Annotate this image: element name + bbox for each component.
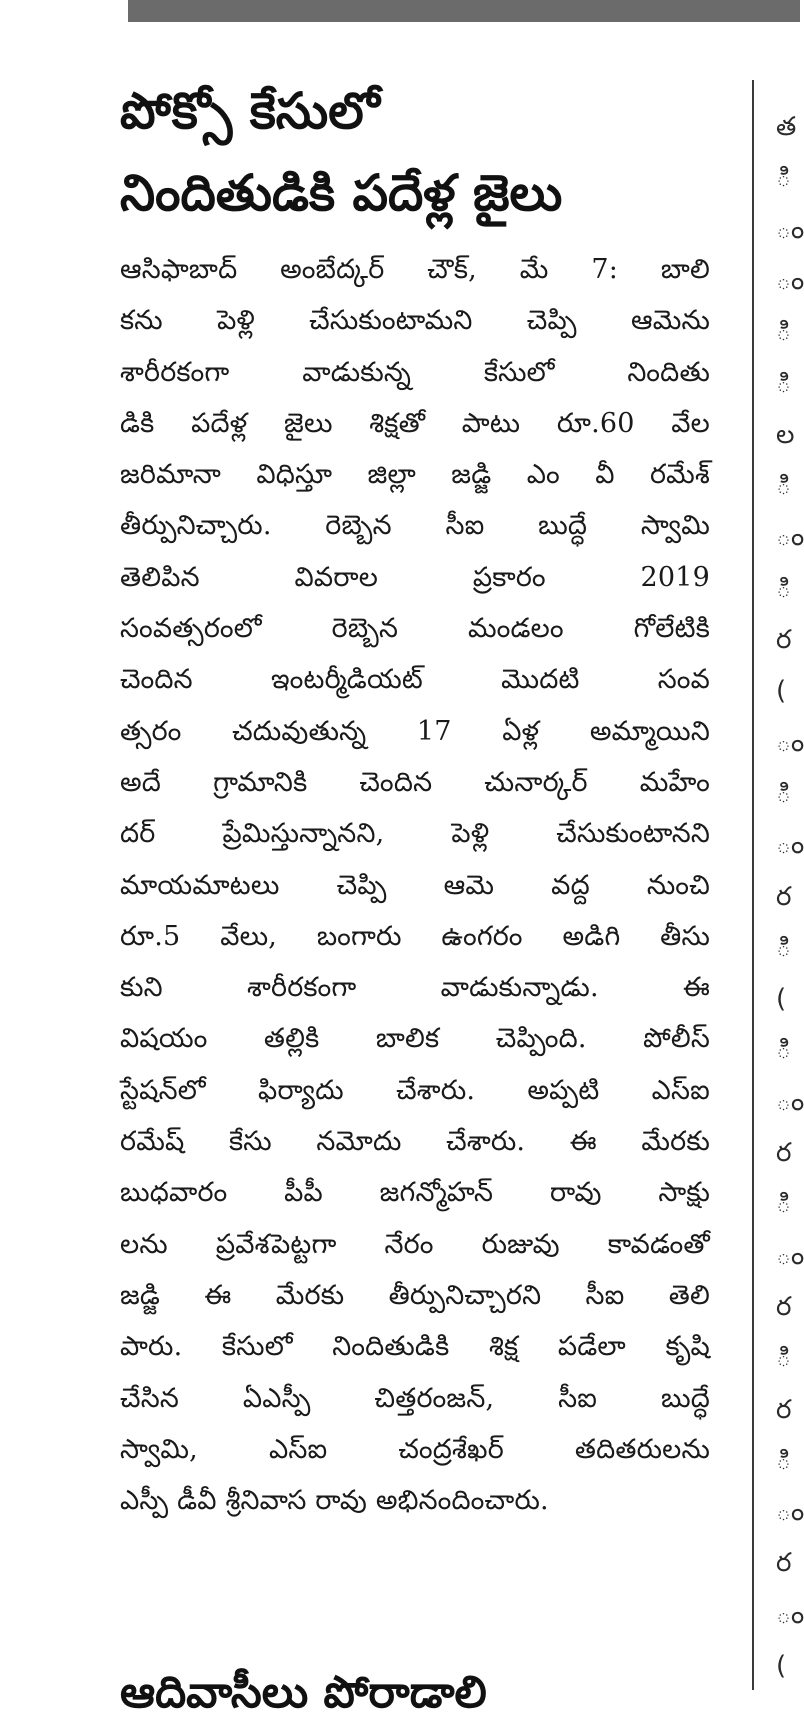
body-line: ఎస్పీ డీవీ శ్రీనివాస రావు అభినందించారు.	[120, 1485, 549, 1517]
adjacent-column-glyph: ి	[776, 1035, 792, 1066]
adjacent-column-glyph: ర	[776, 1394, 792, 1425]
news-article	[120, 70, 710, 1526]
body-line: విషయం తల్లికి బాలిక చెప్పింది. పోలీస్	[120, 1023, 710, 1055]
body-line: లను ప్రవేశపెట్టగా నేరం రుజువు కావడంతో	[120, 1228, 710, 1260]
body-line: బుధవారం పీపీ జగన్మోహన్ రావు సాక్షు	[120, 1177, 710, 1209]
adjacent-column-glyph: ం	[776, 522, 804, 553]
article-body	[120, 244, 710, 1526]
adjacent-column-glyph: ి	[776, 163, 792, 194]
article-headline	[120, 70, 710, 234]
adjacent-column-glyph: (	[776, 1651, 787, 1681]
body-line: రమేష్ కేసు నమోదు చేశారు. ఈ మేరకు	[120, 1126, 710, 1158]
headline-line-2: నిందితుడికి పదేళ్ల జైలు	[120, 164, 563, 222]
body-line: చేసిన ఏఎస్పీ చిత్తరంజన్, సీఐ బుద్ధే	[120, 1382, 710, 1414]
headline-line-1: పోక్సో కేసులో	[120, 82, 380, 140]
adjacent-column-glyph: ం	[776, 830, 804, 861]
adjacent-column-glyph: ం	[776, 265, 804, 296]
body-line: స్టేషన్‌లో ఫిర్యాదు చేశారు. అప్పటి ఎస్ఐ	[120, 1074, 710, 1106]
body-line: స్వామి, ఎస్ఐ చంద్రశేఖర్ తదితరులను	[120, 1433, 710, 1465]
column-divider	[752, 80, 754, 1690]
adjacent-column-glyph: ర	[776, 625, 792, 655]
next-article-headline	[120, 1655, 720, 1718]
body-line: జరిమానా విధిస్తూ జిల్లా జడ్జి ఎం వీ రమేశ్	[120, 459, 710, 491]
body-line: రూ.5 వేలు, బంగారు ఉంగరం అడిగి తీసు	[120, 920, 710, 952]
body-line: జడ్జి ఈ మేరకు తీర్పునిచ్చారని సీఐ తెలి	[120, 1279, 710, 1311]
adjacent-column-glyph: ర	[776, 1291, 792, 1322]
adjacent-column-glyph: ల	[776, 419, 795, 450]
adjacent-column-glyph: (	[776, 676, 787, 707]
adjacent-column-glyph: ి	[776, 317, 792, 348]
adjacent-column-cropped	[770, 0, 804, 1690]
adjacent-column-glyph: ి	[776, 573, 792, 604]
body-line: కుని శారీరకంగా వాడుకున్నాడు. ఈ	[120, 972, 710, 1004]
adjacent-column-glyph: ి	[776, 1189, 792, 1220]
body-line: పారు. కేసులో నిందితుడికి శిక్ష పడేలా కృషి	[120, 1331, 710, 1363]
adjacent-column-glyph: (	[776, 984, 787, 1015]
next-article-headline-text: ఆదివాసీలు పోరాడాలి	[120, 1667, 487, 1718]
adjacent-column-glyph: ం	[776, 1086, 804, 1117]
body-line: తెలిపిన వివరాల ప్రకారం 2019	[120, 561, 710, 593]
body-line: కను పెళ్లి చేసుకుంటామని చెప్పి ఆమెను	[120, 305, 710, 337]
body-line: అదే గ్రామానికి చెందిన చునార్కర్ మహేం	[120, 766, 710, 798]
adjacent-column-glyph: ం	[776, 1497, 804, 1528]
adjacent-column-glyph: ం	[776, 214, 804, 245]
adjacent-column-glyph: ర	[776, 881, 792, 912]
adjacent-column-glyph: ి	[776, 1445, 792, 1476]
adjacent-column-glyph: ం	[776, 1240, 804, 1271]
body-line: డికి పదేళ్ల జైలు శిక్షతో పాటు రూ.60 వేల	[120, 407, 710, 439]
body-line: శారీరకంగా వాడుకున్న కేసులో నిందితు	[120, 356, 710, 388]
body-line: సంవత్సరంలో రెబ్బెన మండలం గోలేటికి	[120, 613, 710, 645]
body-line: చెందిన ఇంటర్మీడియట్ మొదటి సంవ	[120, 664, 710, 696]
adjacent-column-glyph: ి	[776, 932, 792, 963]
adjacent-column-glyph: ి	[776, 1343, 792, 1374]
body-line: త్సరం చదువుతున్న 17 ఏళ్ల అమ్మాయిని	[120, 715, 710, 747]
adjacent-column-glyph: ర	[776, 1138, 792, 1168]
adjacent-column-glyph: ర	[776, 1548, 792, 1579]
adjacent-column-glyph: ం	[776, 1599, 804, 1630]
adjacent-column-glyph: ి	[776, 778, 792, 809]
body-line: మాయమాటలు చెప్పి ఆమె వద్ద నుంచి	[120, 869, 710, 901]
body-line: దర్ ప్రేమిస్తున్నానని, పెళ్లి చేసుకుంటానని	[120, 818, 710, 850]
adjacent-column-glyph: ి	[776, 471, 792, 502]
adjacent-column-glyph: ి	[776, 368, 792, 399]
body-line: తీర్పునిచ్చారు. రెబ్బెన సీఐ బుద్ధే స్వామి	[120, 510, 710, 542]
adjacent-column-glyph: ం	[776, 727, 804, 758]
adjacent-column-glyph: త	[776, 112, 797, 142]
body-line: ఆసిఫాబాద్ అంబేద్కర్ చౌక్, మే 7: బాలి	[120, 254, 710, 285]
top-border-band	[128, 0, 800, 22]
